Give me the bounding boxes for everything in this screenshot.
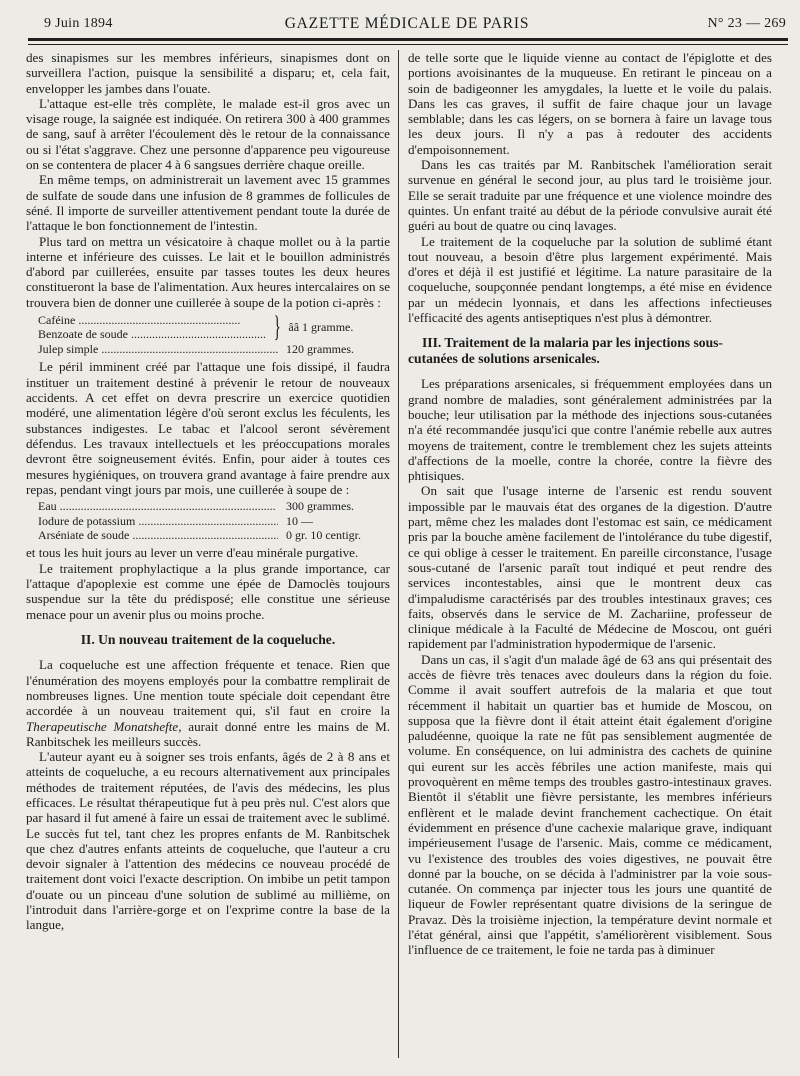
running-header xyxy=(28,12,786,34)
paragraph: de telle sorte que le liquide vienne au contact de l'épiglotte et des portions avoisinantes de la muqueuse. En retirant le pinceau on a soin de badigeonner les amygdales, la luette et le voile du palais. Dans les cas graves, il suffit de faire chaque jour un lavage semblable; dans les cas légers, on se bornera à faire un lavage tous les deux jours. Il n'y a pas à redouter des accidents d'empoisonnement. xyxy=(408,50,772,157)
left-column xyxy=(26,50,390,1060)
formula-quantity: ââ 1 gramme. xyxy=(288,319,354,334)
paragraph: Plus tard on mettra un vésicatoire à chaque mollet ou à la partie interne et inférieure des cuisses. Le lait et le bouillon administrés d'abord par cuillerées, ensuite par tasses toutes les deux heures constitueront la base de l'alimentation. Aux heures intercalaires on se trouvera bien de donner une cuillerée à soupe de la potion ci-après : xyxy=(26,233,390,310)
formula-quantity: 300 grammes. xyxy=(286,499,354,514)
formula-ingredient: Caféine ..... xyxy=(38,313,266,327)
paragraph: Le traitement de la coqueluche par la solution de sublimé étant tout nouveau, a besoin d'être plus largement expérimenté. Mais d'ores et déjà il est justifié et légitime. La nature parasitaire de la coqueluche, soupçonnée pendant longtemps, a été mise en évidence par un médecin lyonnais, et dans les affections infectieuses l'efficacité des agents antiseptiques n'est plus à démontrer. xyxy=(408,233,772,326)
formula-ingredient: Benzoate de soude ..... xyxy=(38,327,266,341)
formula-quantity: 120 grammes. xyxy=(286,342,354,357)
paragraph: On sait que l'usage interne de l'arsenic est rendu souvent impossible par le mauvais état des organes de la digestion. D'autre part, même chez les malades dont l'estomac est sain, ce médicament pris par la bouche amène facilement de l'intolérance du tube digestif, ce qui oblige à cesser le traitement. En pareille circonstance, l'usage sous-cutané de l'arsenic paraît tout indiqué et peut rendre des services incontestables, ainsi que le montrent deux cas d'impaludisme caractérisés par des troubles intestinaux graves; ces faits, observés dans le service de M. Zachariine, professeur de clinique médicale à la Faculté de Médecine de Moscou, ont guéri rapidement par l'administration hypodermique de l'arsenic. xyxy=(408,483,772,652)
paragraph xyxy=(26,657,390,749)
header-rule-thick xyxy=(28,38,788,41)
page-number: N° 23 — 269 xyxy=(707,16,786,31)
paragraph: des sinapismes sur les membres inférieurs, sinapismes dont on surveillera l'action, puisque la sensibilité a disparu; et, cela fait, envelopper les jambes dans l'ouate. xyxy=(26,50,390,96)
paragraph: Les préparations arsenicales, si fréquemment employées dans un grand nombre de maladies, sont généralement administrées par la bouche; leur utilisation par la méthode des injections sous-cutanées n'a été recommandée jusqu'ici que contre l'anémie rebelle aux autres moyens de traitement, contre le tremblement chez les sujets atteints d'affections de la moelle, contre la chorée, contre la fièvre des phtisiques. xyxy=(408,376,772,484)
paragraph-text: La coqueluche est une affection fréquente et tenace. Rien que l'énumération des moyens employés pour la combattre remplirait de nombreuses lignes. Une mention toute spéciale doit cependant être accordée à un nouveau traitement qui, s'il faut en croire la xyxy=(26,657,390,719)
journal-title: GAZETTE MÉDICALE DE PARIS xyxy=(284,15,530,32)
paragraph: L'auteur ayant eu à soigner ses trois enfants, âgés de 2 à 8 ans et atteints de coqueluche, a eu recours alternativement aux principales méthodes de traitement réputées, de l'avis des médecins, les plus efficaces. Le résultat thérapeutique fut à peu près nul. C'est alors que par hasard il fut amené à faire un essai de traitement avec le sublimé. Le succès fut tel, tant chez les propres enfants de M. Ranbitschek que chez d'autres enfants atteints de coqueluche, que l'auteur a cru devoir signaler à l'attention des médecins ce nouveau procédé de traitement dont voici l'exacte description. On imbibe un petit tampon d'ouate ou un pinceau d'une solution de sublimé au millième, on l'introduit dans l'arrière-gorge et on l'exprime contre la base de la langue, xyxy=(26,749,390,933)
potion-formula xyxy=(38,312,390,356)
formula-row xyxy=(38,528,390,542)
header-rule-thin xyxy=(28,44,788,45)
formula-quantity: 10 — xyxy=(286,513,313,528)
paragraph: En même temps, on administrerait un lavement avec 15 grammes de sulfate de soude dans une infusion de 8 grammes de follicules de séné. Il importe de surveiller attentivement pendant toute la durée de l'attaque le bon fonctionnement de l'intestin. xyxy=(26,172,390,234)
paragraph: Dans un cas, il s'agit d'un malade âgé de 63 ans qui présentait des accès de fièvre très tenaces avec douleurs dans la région du foie. Comme il avait souffert autrefois de la malaria et que tout récemment il habitait un quartier bas et humide de Moscou, on supposa que la fièvre dont il était atteint était également d'origine paludéenne, quoique la rate ne fût pas sensiblement augmentée de volume. En conséquence, on lui administra des cachets de quinine qui eurent sur les accès fébriles une action manifeste, mais qui provoquèrent en même temps des troubles gastro-intestinaux graves. Bientôt il s'établit une fièvre persistante, les membres inférieurs enflèrent et le malade devint franchement cachectique. On était évidemment en présence d'une cachexie malarique grave, indiquant impérieusement l'usage de l'arsenic. Mais, comme ce médicament, vu l'existence des troubles des voies digestives, ne pouvait être donné par la bouche, on se décida à l'administrer par la voie sous-cutanée. On commença par injecter tous les jours une quantité de liqueur de Fowler représentant quatre divisions de la seringue de Pravaz. Dès la troisième injection, la température devint normale et l'état général, ainsi que l'appétit, s'améliorèrent visiblement. Sous l'influence de ce traitement, le foie ne tarda pas à diminuer xyxy=(408,651,772,958)
paragraph: Le péril imminent créé par l'attaque une fois dissipé, il faudra instituer un traitement destiné à prévenir le retour de nouveaux accidents. A cet effet on devra prescrire un exercice quotidien modéré, une alimentation légère d'où seront exclus les féculents, les substances indigestes. Le tabac et l'alcool seront sévèrement défendus. Les travaux intellectuels et les préoccupations morales devront être soigneusement évités. Enfin, pour aider à toutes ces mesures hygiéniques, on trouvera grand avantage à faire prendre aux repas, pendant vingt jours par mois, une cuillerée à soupe de : xyxy=(26,359,390,497)
journal-citation: Therapeutische Monatshefte xyxy=(26,718,179,734)
formula-ingredient: Eau ..... xyxy=(38,499,278,513)
formula-row xyxy=(38,514,390,528)
solution-formula xyxy=(38,499,390,542)
issue-date: 9 Juin 1894 xyxy=(44,16,113,31)
paragraph: et tous les huit jours au lever un verre d'eau minérale purgative. xyxy=(26,545,359,561)
paragraph: Le traitement prophylactique a la plus grande importance, car l'attaque d'apoplexie est comme une épée de Damoclès toujours suspendue sur la tête du prédisposé; elle constitue une sérieuse menace pour un avenir plus ou moins proche. xyxy=(26,560,390,622)
section-heading: III. Traitement de la malaria par les injections sous-cutanées de solutions arsenicales. xyxy=(408,335,723,366)
formula-quantity: 0 gr. 10 centigr. xyxy=(286,527,361,542)
paragraph: L'attaque est-elle très complète, le malade est-il gros avec un visage rouge, la saignée est indiquée. On retirera 300 à 400 grammes de sang, sauf à arrêter l'écoulement dès le retour de la connaissance ou si l'état s'aggrave. Chez une personne d'apparence peu vigoureuse on se contentera de placer 4 à 6 sangsues derrière chaque oreille. xyxy=(26,95,390,173)
formula-ingredient: Julep simple ..... xyxy=(38,342,278,356)
formula-ingredient: Arséniate de soude ..... xyxy=(38,528,278,542)
brace-symbol: } xyxy=(273,310,281,344)
right-column xyxy=(408,50,772,1060)
formula-row xyxy=(38,499,390,513)
paragraph-text: , aurait donné entre les mains de M. Ranbitschek les meilleurs succès. xyxy=(26,718,390,749)
formula-brace-group xyxy=(38,312,390,342)
column-divider xyxy=(398,50,399,1058)
formula-ingredient: Iodure de potassium ..... xyxy=(38,514,278,528)
paragraph: Dans les cas traités par M. Ranbitschek l'amélioration serait survenue en général le second jour, au plus tard le troisième jour. Elle se serait traduite par une fréquence et une violence moindre des quintes. Un enfant traité au début de la période convulsive aurait été guéri au bout de quatre ou cinq lavages. xyxy=(408,157,772,234)
section-heading: II. Un nouveau traitement de la coqueluche. xyxy=(80,631,336,647)
formula-row xyxy=(38,342,390,356)
